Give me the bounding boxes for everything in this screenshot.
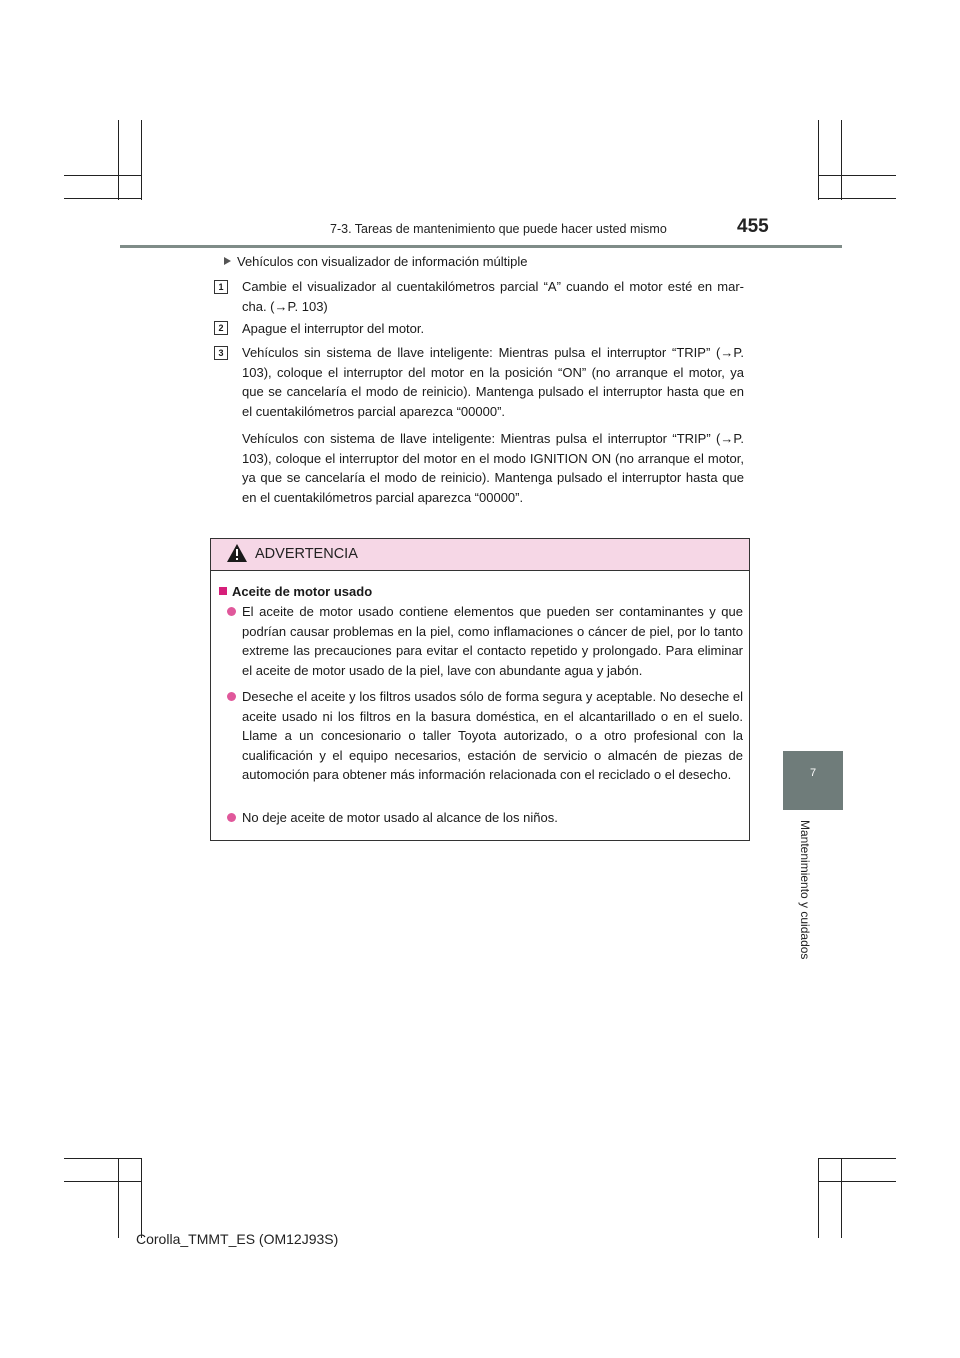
crop-mark [818,198,896,199]
step-1-text [242,277,744,316]
crop-mark [141,1158,142,1238]
crop-mark [118,1158,119,1238]
warning-bullet-text: Deseche el aceite y los filtros usados sólo de forma segura y aceptable. No deseche el aceite usado ni los filtros en la basura doméstica, en el alcantarillado o en el suelo. Llame a un concesionario o taller Toyota autorizado, o a otro profesional con la cualificación y el equipo necesarios, estación de servicio o almacén de piezas de automoción para obtener más información relacionada con el reciclado o el desecho. [242,689,743,782]
warning-bullet-text: El aceite de motor usado contiene elementos que pueden ser contaminantes y que podrían causar problemas en la piel, como inflamaciones o cáncer de piel, por lo tanto extreme las precauciones para evitar el contacto repetido y prolongado. Para eliminar el aceite de motor usado de la piel, lave con abundante agua y jabón. [242,604,743,678]
step-2-text [242,319,744,339]
chapter-tab[interactable] [783,751,843,810]
crop-mark [818,1158,819,1238]
crop-mark [64,198,142,199]
crop-mark [818,120,819,200]
step-badge-2: 2 [214,321,228,335]
warning-section-title [219,584,372,599]
warning-section-text: Aceite de motor usado [232,584,373,599]
step-paragraph: Vehículos sin sistema de llave inteligente: Mientras pulsa el interruptor “TRIP” (→P. 103), coloque el interruptor del motor en la posición “ON” (no arranque el motor, ya que se cancelaría el modo de reinicio). Mantenga pulsado el interruptor hasta que en el cuentakilómetros parcial aparezca “00000”. [242,345,744,419]
crop-mark [818,175,896,176]
warning-title: ADVERTENCIA [255,546,358,562]
page-number: 455 [737,216,769,237]
warning-bullet [227,687,743,785]
section-title: 7-3. Tareas de mantenimiento que puede hacer usted mismo [330,222,667,236]
crop-mark [841,1158,842,1238]
chapter-label: Mantenimiento y cuidados [798,820,812,960]
warning-triangle-icon [226,543,248,563]
subheading-text: Vehículos con visualizador de información múltiple [237,254,528,269]
document-id: Corolla_TMMT_ES (OM12J93S) [136,1231,339,1247]
step-paragraph: Cambie el visualizador al cuentakilómetros parcial “A” cuando el motor esté en marcha. (→P. 103) [242,279,744,314]
header-rule [120,245,842,248]
warning-header [211,539,749,571]
circle-bullet-icon [227,692,236,701]
triangle-bullet-icon [224,257,231,265]
crop-mark [64,1181,142,1182]
step-badge-1: 1 [214,280,228,294]
crop-mark [818,1181,896,1182]
subheading [224,254,528,269]
circle-bullet-icon [227,607,236,616]
square-bullet-icon [219,587,227,595]
crop-mark [141,120,142,200]
crop-mark [118,120,119,200]
warning-bullet-text: No deje aceite de motor usado al alcance de los niños. [242,810,558,825]
crop-mark [841,120,842,200]
step-paragraph: Apague el interruptor del motor. [242,321,425,336]
step-badge-3: 3 [214,346,228,360]
warning-bullet [227,808,743,828]
warning-bullet [227,602,743,680]
crop-mark [64,1158,142,1159]
crop-mark [64,175,142,176]
chapter-number: 7 [809,767,817,779]
crop-mark [818,1158,896,1159]
warning-box [210,538,750,841]
circle-bullet-icon [227,813,236,822]
step-3-text [242,343,744,507]
step-paragraph: Vehículos con sistema de llave inteligente: Mientras pulsa el interruptor “TRIP” (→P. 103), coloque el interruptor del motor en el modo IGNITION ON (no arranque el motor, ya que se cancelaría el modo de reinicio). Mantenga pulsado el interruptor hasta que en el cuentakilómetros parcial aparezca “00000”. [242,431,744,505]
